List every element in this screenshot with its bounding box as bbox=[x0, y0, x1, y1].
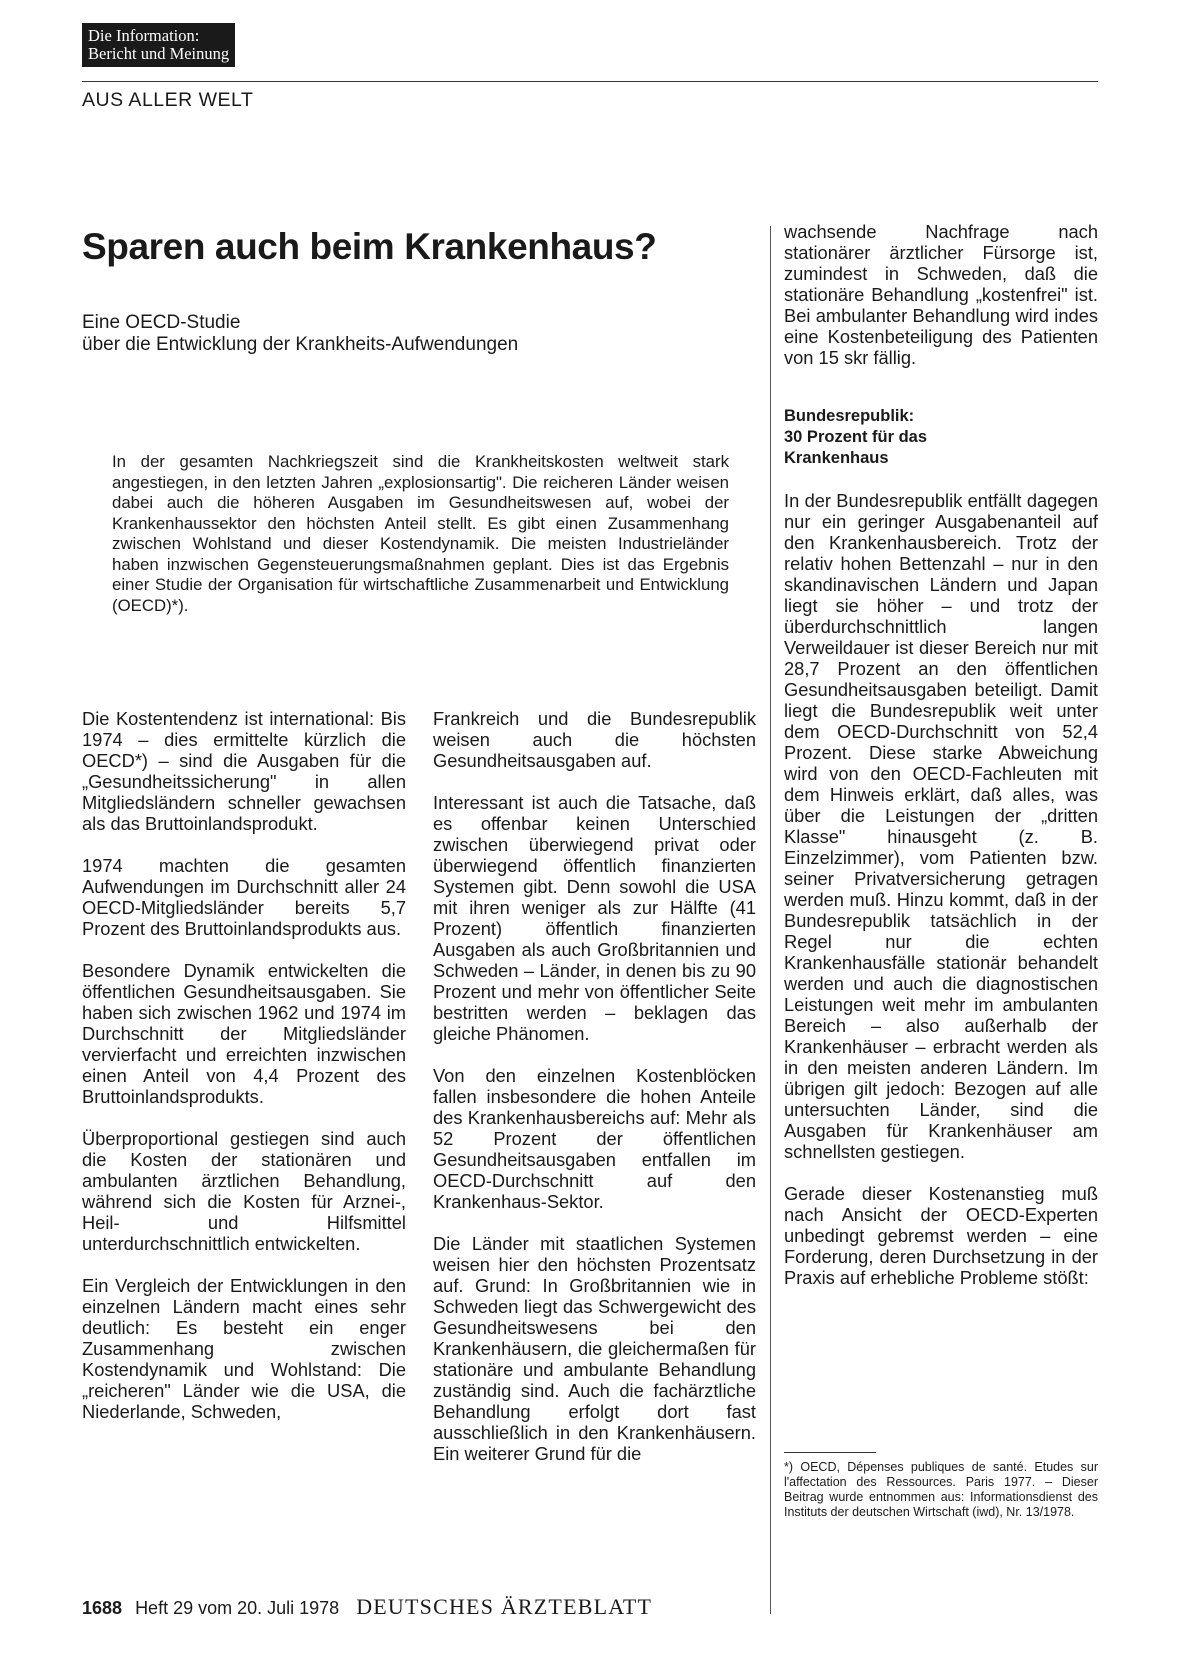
subtitle-line-1: Eine OECD-Studie bbox=[82, 312, 241, 333]
column-divider bbox=[770, 226, 771, 1614]
footnote: *) OECD, Dépenses publiques de santé. Etudes sur l'affectation des Ressources. Paris 1977. – Dieser Beitrag wurde entnommen aus: Informationsdienst des Instituts der deutschen Wirtschaft (iwd), Nr. 13/1978. bbox=[784, 1460, 1098, 1519]
page-footer bbox=[82, 1594, 652, 1620]
subhead-line-3: Krankenhaus bbox=[784, 449, 889, 467]
rubric: AUS ALLER WELT bbox=[82, 89, 254, 111]
col1-paragraph: Ein Vergleich der Entwicklungen in den einzelnen Ländern macht eines sehr deutlich: Es besteht ein enger Zusammenhang zwischen Kostendynamik und Wohlstand: Die „reicheren" Länder wie die USA, die Niederlande, Schweden, bbox=[82, 1275, 406, 1422]
column-2 bbox=[433, 708, 756, 1464]
article-subtitle bbox=[82, 312, 518, 356]
subtitle-line-2: über die Entwicklung der Krankheits-Aufwendungen bbox=[82, 334, 519, 355]
section-tag bbox=[82, 23, 235, 67]
col3-paragraph: Gerade dieser Kostenanstieg muß nach Ansicht der OECD-Experten unbedingt gebremst werden – eine Forderung, deren Durchsetzung in der Praxis auf erhebliche Probleme stößt: bbox=[784, 1183, 1098, 1288]
lead-paragraph: In der gesamten Nachkriegszeit sind die Krankheitskosten weltweit stark angestiegen, in den letzten Jahren „explosionsartig". Die reicheren Länder weisen dabei auch die höheren Ausgaben im Gesundheitswesen auf, wobei der Krankenhaussektor den höchsten Anteil stellt. Es gibt einen Zusammenhang zwischen Wohlstand und dieser Kostendynamik. Die meisten Industrieländer haben inzwischen Gegensteuerungsmaßnahmen geplant. Dies ist das Ergebnis einer Studie der Organisation für wirtschaftliche Zusammenarbeit und Entwicklung (OECD)*). bbox=[112, 452, 729, 615]
journal-name: DEUTSCHES ÄRZTEBLATT bbox=[356, 1594, 653, 1619]
col2-paragraph: Frankreich und die Bundesrepublik weisen auch die höchsten Gesundheitsausgaben auf. bbox=[433, 708, 756, 771]
footnote-rule bbox=[784, 1452, 876, 1453]
col3-subhead bbox=[784, 406, 1098, 469]
header-rule bbox=[82, 81, 1098, 82]
subhead-line-1: Bundesrepublik: bbox=[784, 407, 915, 425]
col3-paragraph: In der Bundesrepublik entfällt dagegen nur ein geringer Ausgabenanteil auf den Krankenhausbereich. Trotz der relativ hohen Bettenzahl – nur in den skandinavischen Ländern und Japan liegt sie höher – und trotz der überdurchschnittlich langen Verweildauer ist dieser Bereich nur mit 28,7 Prozent an den öffentlichen Gesundheitsausgaben beteiligt. Damit liegt die Bundesrepublik weit unter dem OECD-Durchschnitt von 52,4 Prozent. Diese starke Abweichung wird von den OECD-Fachleuten mit dem Hinweis erklärt, daß alles, was über die Leistungen der „dritten Klasse" hinausgeht (z. B. Einzelzimmer), vom Patienten bzw. seiner Privatversicherung getragen werden muß. Hinzu kommt, daß in der Bundesrepublik tatsächlich in der Regel nur die echten Krankenhausfälle stationär behandelt werden und auch die diagnostischen Leistungen weit mehr im ambulanten Bereich – also außerhalb der Krankenhäuser – erbracht werden als in den meisten anderen Ländern. Im übrigen gilt jedoch: Bezogen auf alle untersuchten Länder, sind die Ausgaben für Krankenhäuser am schnellsten gestiegen. bbox=[784, 490, 1098, 1162]
col3-intro-paragraph: wachsende Nachfrage nach stationärer ärztlicher Fürsorge ist, zumindest in Schweden, daß die stationäre Behandlung „kostenfrei" ist. Bei ambulanter Behandlung wird indes eine Kostenbeteiligung des Patienten von 15 skr fällig. bbox=[784, 221, 1098, 368]
col1-paragraph: 1974 machten die gesamten Aufwendungen im Durchschnitt aller 24 OECD-Mitgliedsländer bereits 5,7 Prozent des Bruttoinlandsprodukts aus. bbox=[82, 855, 406, 939]
page-number: 1688 bbox=[82, 1598, 123, 1618]
col1-paragraph: Überproportional gestiegen sind auch die Kosten der stationären und ambulanten ärztlichen Behandlung, während sich die Kosten für Arznei-, Heil- und Hilfsmittel unterdurchschnittlich entwickelten. bbox=[82, 1128, 406, 1254]
lead-block bbox=[112, 452, 729, 616]
col1-paragraph: Die Kostentendenz ist international: Bis 1974 – dies ermittelte kürzlich die OECD*) – sind die Ausgaben für die „Gesundheitssicherung" in allen Mitgliedsländern schneller gewachsen als das Bruttoinlandsprodukt. bbox=[82, 708, 406, 834]
article-title: Sparen auch beim Krankenhaus? bbox=[82, 226, 657, 267]
column-1 bbox=[82, 708, 406, 1422]
col2-paragraph: Interessant ist auch die Tatsache, daß es offenbar keinen Unterschied zwischen überwiegend privat oder überwiegend öffentlich finanzierten Systemen gibt. Denn sowohl die USA mit ihren weniger als zur Hälfte (41 Prozent) öffentlich finanzierten Ausgaben als auch Großbritannien und Schweden – Länder, in denen bis zu 90 Prozent und mehr von öffentlicher Seite bestritten werden – beklagen das gleiche Phänomen. bbox=[433, 792, 756, 1044]
col2-paragraph: Von den einzelnen Kostenblöcken fallen insbesondere die hohen Anteile des Krankenhausbereichs auf: Mehr als 52 Prozent der öffentlichen Gesundheitsausgaben entfallen im OECD-Durchschnitt auf den Krankenhaus-Sektor. bbox=[433, 1065, 756, 1212]
column-3 bbox=[784, 221, 1098, 1288]
section-tag-line-2: Bericht und Meinung bbox=[88, 44, 230, 63]
col2-paragraph: Die Länder mit staatlichen Systemen weisen hier den höchsten Prozentsatz auf. Grund: In Großbritannien wie in Schweden liegt das Schwergewicht des Gesundheitswesens bei den Krankenhäusern, die gleichermaßen für stationäre und ambulante Behandlung zuständig sind. Auch die fachärztliche Behandlung erfolgt dort fast ausschließlich in den Krankenhäusern. Ein weiterer Grund für die bbox=[433, 1233, 756, 1464]
issue-info: Heft 29 vom 20. Juli 1978 bbox=[135, 1598, 340, 1618]
subhead-line-2: 30 Prozent für das bbox=[784, 428, 928, 446]
section-tag-line-1: Die Information: bbox=[88, 26, 200, 45]
col1-paragraph: Besondere Dynamik entwickelten die öffentlichen Gesundheitsausgaben. Sie haben sich zwischen 1962 und 1974 im Durchschnitt der Mitgliedsländer vervierfacht und erreichten inzwischen einen Anteil von 4,4 Prozent des Bruttoinlandsprodukts. bbox=[82, 960, 406, 1107]
